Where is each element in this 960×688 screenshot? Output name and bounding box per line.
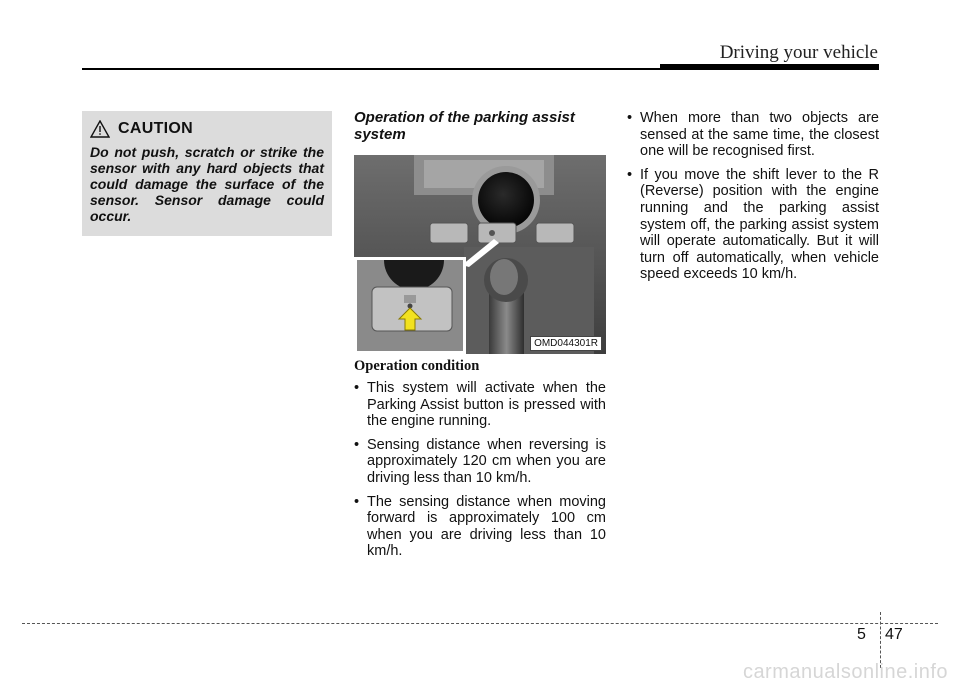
parking-assist-figure bbox=[354, 155, 606, 354]
condition-list bbox=[354, 380, 606, 567]
list-item: • If you move the shift lever to the R (Reverse) position with the engine running and the parking assist system off, the parking assist system will operate automatically. But it will turn off automatically, when vehicle speed exceeds 10 km/h. bbox=[627, 167, 879, 283]
console-illustration bbox=[354, 155, 606, 354]
operation-condition-heading: Operation condition bbox=[354, 358, 480, 374]
list-item: • When more than two objects are sensed at the same time, the closest one will be recognised first. bbox=[627, 110, 879, 160]
caution-title: CAUTION bbox=[118, 120, 193, 137]
figure-code-label: OMD044301R bbox=[530, 336, 602, 351]
caution-box bbox=[82, 111, 332, 236]
page-number: 47 bbox=[885, 626, 903, 643]
header-bar bbox=[660, 64, 879, 70]
footer-divider bbox=[880, 612, 881, 668]
warning-triangle-icon bbox=[90, 120, 110, 138]
section-title: Operation of the parking assist system bbox=[354, 109, 575, 143]
list-item: • This system will activate when the Parking Assist button is pressed with the engine running. bbox=[354, 380, 606, 430]
watermark: carmanualsonline.info bbox=[742, 661, 948, 683]
behavior-list bbox=[627, 110, 879, 290]
list-item: • Sensing distance when reversing is approximately 120 cm when you are driving less than 10 km/h. bbox=[354, 437, 606, 487]
list-item: • The sensing distance when moving forward is approximately 100 cm when you are driving less than 10 km/h. bbox=[354, 494, 606, 560]
caution-text: Do not push, scratch or strike the sensor with any hard objects that could damage the surface of the sensor. Sensor damage could occur. bbox=[90, 144, 324, 224]
caution-header bbox=[90, 120, 193, 138]
section-heading-block bbox=[354, 109, 606, 143]
running-header: Driving your vehicle bbox=[719, 42, 878, 63]
footer-rule bbox=[22, 623, 938, 624]
chapter-number: 5 bbox=[857, 626, 866, 643]
